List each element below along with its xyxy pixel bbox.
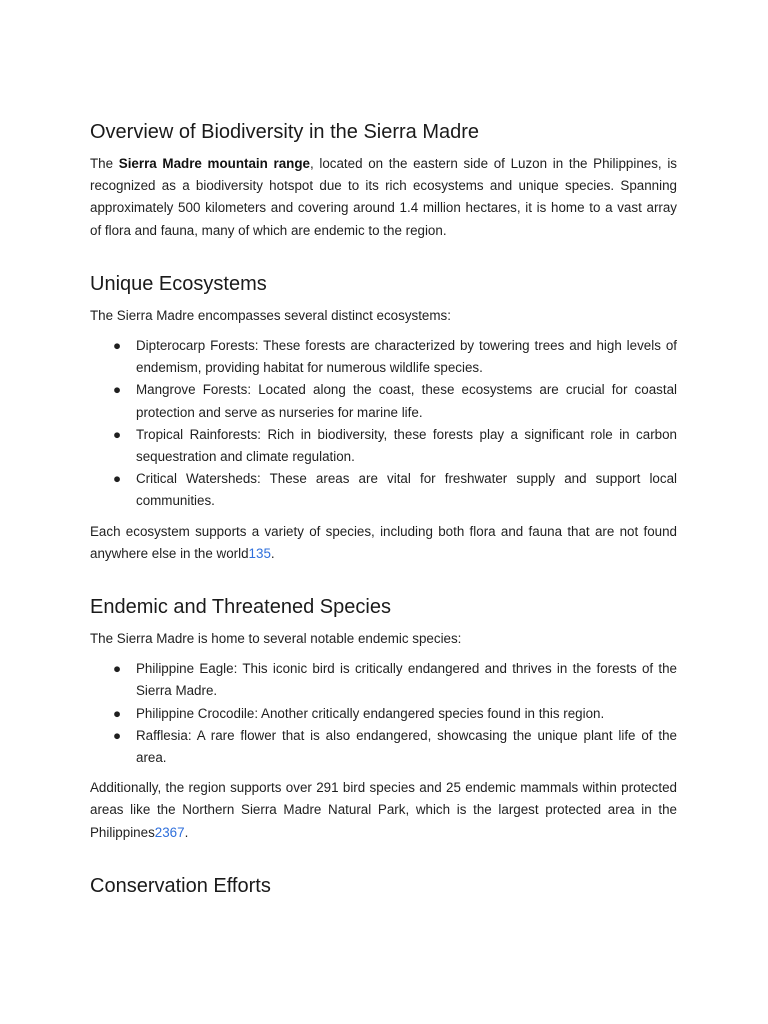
summary-text: Additionally, the region supports over 291 bird species and 25 endemic mammals within protected areas like the Northern Sierra Madre Natural Park, which is the largest protected area in the Philippines bbox=[90, 780, 677, 840]
list-item bbox=[90, 468, 677, 512]
summary-text: Each ecosystem supports a variety of species, including both flora and fauna that are not found anywhere else in the world bbox=[90, 523, 677, 561]
citation-link[interactable]: 135 bbox=[248, 545, 271, 561]
intro-prefix: The bbox=[90, 156, 119, 171]
list-item bbox=[90, 725, 677, 769]
bullet-icon: ● bbox=[113, 705, 122, 721]
paragraph-species-intro: The Sierra Madre is home to several notable endemic species: bbox=[90, 631, 462, 647]
intro-bold-term: Sierra Madre mountain range bbox=[118, 156, 310, 171]
list-item-text: Philippine Crocodile: Another critically endangered species found in this region. bbox=[136, 705, 605, 721]
list-item-text: Tropical Rainforests: Rich in biodiversity, these forests play a significant role in carbon sequestration and climate regulation. bbox=[136, 426, 677, 465]
bullet-icon: ● bbox=[113, 727, 122, 743]
list-item bbox=[90, 424, 677, 468]
list-item-text: Rafflesia: A rare flower that is also endangered, showcasing the unique plant life of the area. bbox=[136, 727, 677, 766]
list-item bbox=[90, 658, 677, 702]
bullet-icon: ● bbox=[113, 471, 122, 487]
intro-rest: , located on the eastern side of Luzon in the Philippines, is recognized as a biodiversity hotspot due to its rich ecosystems and unique species. Spanning approximately 500 kilometers and covering around 1.4 million hectares, it is home to a vast array of flora and fauna, many of which are endemic to the region. bbox=[90, 156, 677, 238]
list-item-text: Mangrove Forests: Located along the coast, these ecosystems are crucial for coastal protection and serve as nurseries for marine life. bbox=[136, 382, 677, 420]
paragraph-overview-intro bbox=[90, 153, 677, 242]
list-item-text: Dipterocarp Forests: These forests are characterized by towering trees and high levels of endemism, providing habitat for numerous wildlife species. bbox=[136, 338, 677, 376]
section-heading-overview: Overview of Biodiversity in the Sierra Madre bbox=[90, 121, 480, 143]
bullet-icon: ● bbox=[113, 661, 122, 677]
bullet-icon: ● bbox=[113, 426, 122, 442]
summary-end: . bbox=[270, 545, 275, 561]
paragraph-ecosystems-summary bbox=[90, 521, 677, 565]
list-item-text: Critical Watersheds: These areas are vital for freshwater supply and support local communities. bbox=[136, 471, 677, 509]
species-list bbox=[90, 658, 677, 769]
list-item bbox=[90, 703, 677, 725]
section-heading-species: Endemic and Threatened Species bbox=[90, 596, 391, 619]
summary-end: . bbox=[184, 824, 189, 840]
ecosystems-list bbox=[90, 335, 677, 513]
section-heading-conservation: Conservation Efforts bbox=[90, 874, 271, 897]
list-item-text: Philippine Eagle: This iconic bird is critically endangered and thrives in the forests of the Sierra Madre. bbox=[136, 661, 677, 699]
section-heading-ecosystems: Unique Ecosystems bbox=[90, 272, 267, 295]
paragraph-species-summary bbox=[90, 777, 677, 844]
paragraph-ecosystems-intro: The Sierra Madre encompasses several distinct ecosystems: bbox=[90, 307, 451, 323]
bullet-icon: ● bbox=[113, 382, 122, 398]
list-item bbox=[90, 379, 677, 423]
citation-link[interactable]: 2367 bbox=[154, 824, 185, 840]
document-page bbox=[90, 0, 677, 899]
bullet-icon: ● bbox=[113, 338, 122, 354]
list-item bbox=[90, 335, 677, 379]
